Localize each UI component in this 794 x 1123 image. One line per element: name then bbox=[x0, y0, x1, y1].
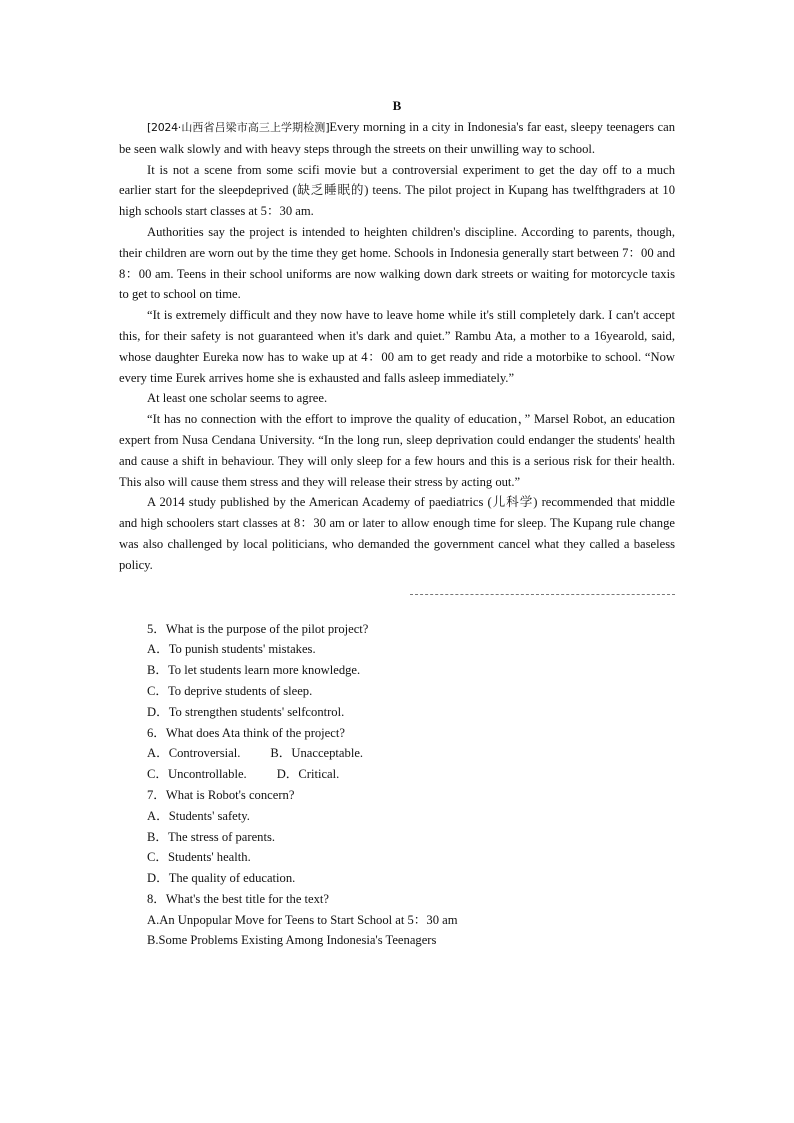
question-8-option-a: A.An Unpopular Move for Teens to Start School at 5：30 am bbox=[147, 912, 458, 927]
question-8-stem: 8．What's the best title for the text? bbox=[147, 891, 330, 906]
question-5-option-c: C．To deprive students of sleep. bbox=[147, 683, 313, 698]
document-page bbox=[119, 96, 675, 951]
question-7-option-c: C．Students' health. bbox=[147, 850, 251, 865]
paragraph-2: It is not a scene from some scifi movie but a controversial experiment to get the day off to a much earlier start for the sleepdeprived (缺乏睡眠的) teens. The pilot project in Kupang has twelfthgraders at 10 high schools start classes at 5：30 am. bbox=[119, 162, 675, 219]
question-6-option-d: D．Critical. bbox=[276, 767, 340, 782]
question-7-option-d: D．The quality of education. bbox=[147, 871, 296, 886]
dashed-divider bbox=[410, 594, 675, 595]
question-5-stem: 5．What is the purpose of the pilot project? bbox=[147, 621, 369, 636]
question-7-option-b: B．The stress of parents. bbox=[147, 829, 276, 844]
question-6-stem: 6．What does Ata think of the project? bbox=[147, 725, 345, 740]
question-5-option-b: B．To let students learn more knowledge. bbox=[147, 663, 361, 678]
paragraph-3: Authorities say the project is intended to heighten children's discipline. According to parents, though, their children are worn out by the time they get home. Schools in Indonesia generally start between 7：00 and 8：00 am. Teens in their school uniforms are now walking down dark streets or waiting for motorcycle taxis to get to school on time. bbox=[119, 224, 675, 302]
question-5-option-a: A．To punish students' mistakes. bbox=[147, 642, 316, 657]
question-5-option-d: D．To strengthen students' selfcontrol. bbox=[147, 704, 345, 719]
question-6-option-c: C．Uncontrollable. bbox=[147, 767, 247, 782]
question-6-option-b: B．Unacceptable. bbox=[270, 746, 364, 761]
paragraph-1-text: Every morning in a city in Indonesia's far east, sleepy teenagers can be seen walk slowly and with heavy steps through the streets on their unwilling way to school. bbox=[119, 120, 675, 156]
question-7-option-a: A．Students' safety. bbox=[147, 808, 250, 823]
question-list bbox=[119, 619, 675, 952]
source-tag: [2024·山西省吕梁市高三上学期检测] bbox=[147, 121, 330, 134]
paragraph-5: At least one scholar seems to agree. bbox=[147, 391, 328, 406]
paragraph-6: “It has no connection with the effort to improve the quality of education，” Marsel Robot, an education expert from Nusa Cendana University. “In the long run, sleep deprivation could endanger the students' health and cause a shift in behaviour. They will only sleep for a few hours and this is a serious risk for their health. This also will cause them stress and they will release their stress by acting out.” bbox=[119, 412, 675, 489]
question-6-option-a: A．Controversial. bbox=[147, 746, 241, 761]
paragraph-7: A 2014 study published by the American Academy of paediatrics (儿科学) recommended that middle and high schoolers start classes at 8：30 am or later to allow enough time for sleep. The Kupang rule change was also challenged by local politicians, who demanded the government cancel what they called a baseless policy. bbox=[119, 495, 675, 572]
question-8-option-b: B.Some Problems Existing Among Indonesia's Teenagers bbox=[147, 933, 437, 948]
question-7-stem: 7．What is Robot's concern? bbox=[147, 787, 295, 802]
section-label: B bbox=[392, 98, 402, 113]
question-6-options-ab bbox=[147, 743, 675, 764]
paragraph-1 bbox=[119, 117, 675, 160]
paragraph-4: “It is extremely difficult and they now have to leave home while it's still completely dark. I can't accept this, for their safety is not guaranteed when it's dark and quiet.” Rambu Ata, a mother to a 16yearold, said, whose daughter Eureka now has to wake up at 4：00 am to get ready and ride a motorbike to school. “Now every time Eurek arrives home she is exhausted and falls asleep immediately.” bbox=[119, 308, 675, 385]
question-6-options-cd bbox=[147, 764, 675, 785]
